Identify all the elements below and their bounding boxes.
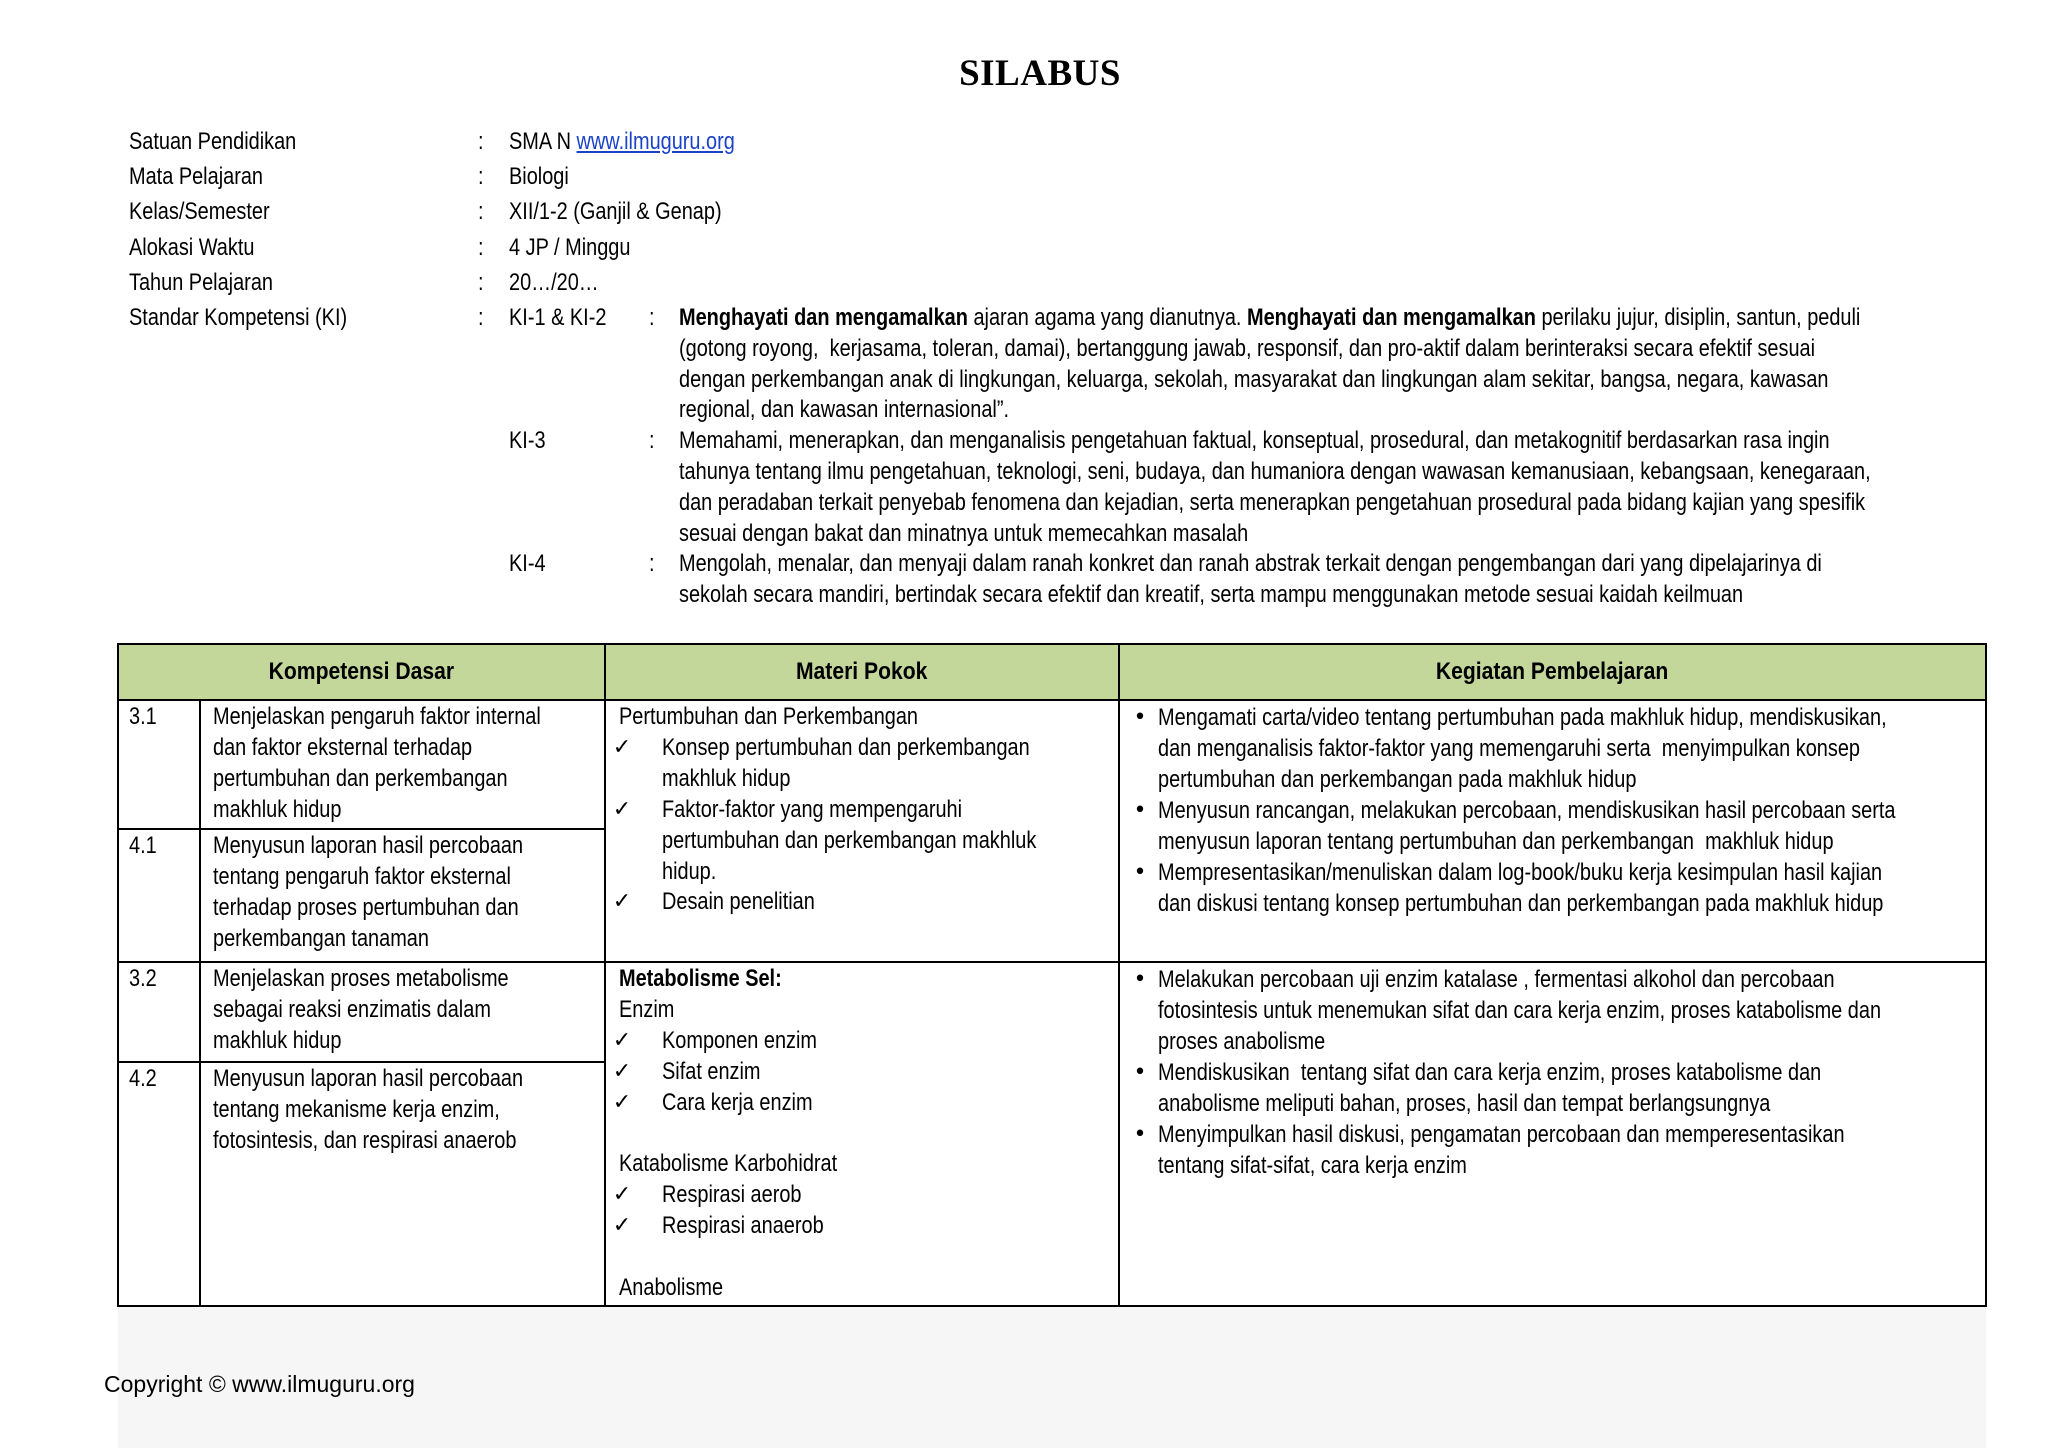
kegiatan-item-line: pertumbuhan dan perkembangan pada makhluk hidup xyxy=(1158,766,1637,793)
ki-code: KI-1 & KI-2 xyxy=(509,304,607,331)
kd-text-line: Menyusun laporan hasil percobaan xyxy=(213,1065,524,1092)
materi-heading: Anabolisme xyxy=(619,1274,724,1301)
kd-text-line: tentang mekanisme kerja enzim, xyxy=(213,1095,500,1123)
info-label: Tahun Pelajaran xyxy=(129,268,273,296)
table-grid-line xyxy=(117,643,1987,645)
info-colon: : xyxy=(478,304,484,331)
kegiatan-item-line: Melakukan percobaan uji enzim katalase , fermentasi alkohol dan percobaan xyxy=(1158,966,1835,993)
info-row xyxy=(0,126,2048,157)
materi-heading: Enzim xyxy=(619,995,675,1023)
materi-item-line: Konsep pertumbuhan dan perkembangan xyxy=(662,733,1030,761)
info-colon: : xyxy=(478,233,484,261)
copyright-text: Copyright © www.ilmuguru.org xyxy=(104,1371,415,1397)
ki-colon: : xyxy=(649,427,655,455)
kegiatan-item-line: dan menganalisis faktor-faktor yang memengaruhi serta menyimpulkan konsep xyxy=(1158,735,1860,762)
info-label: Kelas/Semester xyxy=(129,198,270,226)
check-icon xyxy=(610,1056,634,1087)
bullet-icon xyxy=(1128,1119,1152,1150)
ki-text-segment: Menghayati dan mengamalkan xyxy=(679,304,968,331)
materi-item-line: pertumbuhan dan perkembangan makhluk xyxy=(662,826,1037,854)
materi-heading: Pertumbuhan dan Perkembangan xyxy=(619,703,919,730)
kd-text-line: dan faktor eksternal terhadap xyxy=(213,733,473,761)
kegiatan-item-line: fotosintesis untuk menemukan sifat dan cara kerja enzim, proses katabolisme dan xyxy=(1158,997,1882,1024)
ki-text-line: Memahami, menerapkan, dan menganalisis pengetahuan faktual, konseptual, prosedural, dan metakognitif berdasarkan rasa ingin xyxy=(679,427,1830,455)
info-row xyxy=(0,232,2048,263)
info-label: Satuan Pendidikan xyxy=(129,128,297,155)
check-icon xyxy=(610,1210,634,1241)
kegiatan-item-line: Mengamati carta/video tentang pertumbuhan pada makhluk hidup, mendiskusikan, xyxy=(1158,704,1887,731)
bullet-icon xyxy=(1128,702,1152,733)
kegiatan-item-line: dan diskusi tentang konsep pertumbuhan dan perkembangan pada makhluk hidup xyxy=(1158,890,1884,917)
page-title: SILABUS xyxy=(959,53,1121,94)
bullet-icon xyxy=(1128,1057,1152,1088)
check-icon xyxy=(610,1025,634,1056)
bullet-icon xyxy=(1128,795,1152,826)
check-icon xyxy=(610,732,634,763)
kd-number: 3.2 xyxy=(129,965,157,992)
check-icon xyxy=(610,886,634,917)
info-colon: : xyxy=(478,128,484,155)
info-value xyxy=(509,267,599,298)
info-value-text: 20…/20… xyxy=(509,268,599,296)
ki-code: KI-4 xyxy=(509,550,546,578)
kd-number: 4.1 xyxy=(129,832,157,859)
info-colon: : xyxy=(478,198,484,226)
table-header-label: Kegiatan Pembelajaran xyxy=(1436,658,1669,685)
table-grid-line xyxy=(117,1305,1987,1307)
materi-item-line: Respirasi anaerob xyxy=(662,1212,824,1240)
kegiatan-item-line: proses anabolisme xyxy=(1158,1028,1326,1055)
kegiatan-item-line: Menyusun rancangan, melakukan percobaan, mendiskusikan hasil percobaan serta xyxy=(1158,797,1896,824)
info-row xyxy=(0,267,2048,298)
ki-text-segment: ajaran agama yang dianutnya. xyxy=(967,304,1247,331)
ki-text-line: tahunya tentang ilmu pengetahuan, teknologi, seni, budaya, dan humaniora dengan wawasan kemanusiaan, kebangsaan, kenegaraan, xyxy=(679,458,1871,485)
info-colon: : xyxy=(478,163,484,191)
ki-colon: : xyxy=(649,304,655,331)
kd-text-line: Menjelaskan proses metabolisme xyxy=(213,965,509,992)
info-row xyxy=(0,161,2048,192)
materi-item-line: Respirasi aerob xyxy=(662,1181,802,1209)
materi-item-line: Sifat enzim xyxy=(662,1057,761,1085)
materi-title: Metabolisme Sel: xyxy=(619,965,782,992)
materi-item-line: Faktor-faktor yang mempengaruhi xyxy=(662,795,963,823)
kd-text-line: pertumbuhan dan perkembangan xyxy=(213,764,508,792)
info-value-text: SMA N xyxy=(509,128,577,155)
ki-code: KI-3 xyxy=(509,427,546,455)
bullet-icon xyxy=(1128,964,1152,995)
kd-text-line: makhluk hidup xyxy=(213,795,342,823)
info-label: Alokasi Waktu xyxy=(129,233,255,261)
kd-text-line: Menyusun laporan hasil percobaan xyxy=(213,832,524,859)
kegiatan-item-line: Menyimpulkan hasil diskusi, pengamatan percobaan dan memperesentasikan xyxy=(1158,1121,1845,1148)
check-icon xyxy=(610,1179,634,1210)
ki-text-line: Mengolah, menalar, dan menyaji dalam ranah konkret dan ranah abstrak terkait dengan pengembangan dari yang dipelajarinya di xyxy=(679,550,1822,578)
table-grid-line xyxy=(199,699,201,1307)
info-value xyxy=(509,126,735,157)
materi-item-line: Cara kerja enzim xyxy=(662,1088,813,1116)
check-icon xyxy=(610,794,634,825)
materi-item-line: hidup. xyxy=(662,857,717,885)
materi-item-line: makhluk hidup xyxy=(662,764,791,792)
header-kompetensi-dasar xyxy=(118,644,605,700)
info-colon: : xyxy=(478,268,484,296)
info-value-text: Biologi xyxy=(509,163,569,191)
ki-text-segment: Menghayati dan mengamalkan xyxy=(1246,304,1536,331)
table-grid-line xyxy=(1985,643,1987,1307)
header-materi-pokok xyxy=(605,644,1119,700)
ki-colon: : xyxy=(649,550,655,578)
materi-heading: Katabolisme Karbohidrat xyxy=(619,1150,838,1178)
ki-text-segment: perilaku jujur, disiplin, santun, peduli xyxy=(1535,304,1861,331)
info-value xyxy=(509,232,630,263)
kd-number: 4.2 xyxy=(129,1065,157,1092)
info-value xyxy=(509,161,569,192)
info-value xyxy=(509,196,722,227)
info-row xyxy=(0,196,2048,227)
kd-text-line: perkembangan tanaman xyxy=(213,924,429,952)
table-header-label: Kompetensi Dasar xyxy=(268,658,455,685)
kegiatan-item-line: Mempresentasikan/menuliskan dalam log-book/buku kerja kesimpulan hasil kajian xyxy=(1158,859,1883,886)
info-value-text: 4 JP / Minggu xyxy=(509,233,631,261)
materi-item-line: Desain penelitian xyxy=(662,888,815,916)
bullet-icon xyxy=(1128,857,1152,888)
kd-text-line: fotosintesis, dan respirasi anaerob xyxy=(213,1126,517,1154)
kd-text-line: tentang pengaruh faktor eksternal xyxy=(213,862,511,890)
kegiatan-item-line: Mendiskusikan tentang sifat dan cara kerja enzim, proses katabolisme dan xyxy=(1158,1059,1822,1086)
info-label: Standar Kompetensi (KI) xyxy=(129,304,348,331)
kd-text-line: makhluk hidup xyxy=(213,1026,342,1054)
kd-text-line: terhadap proses pertumbuhan dan xyxy=(213,893,519,921)
kegiatan-item-line: anabolisme meliputi bahan, proses, hasil dan tempat berlangsungnya xyxy=(1158,1090,1771,1117)
table-header-label: Materi Pokok xyxy=(796,658,928,685)
kegiatan-item-line: tentang sifat-sifat, cara kerja enzim xyxy=(1158,1152,1467,1179)
materi-item-line: Komponen enzim xyxy=(662,1026,818,1054)
ki-text-line: dengan perkembangan anak di lingkungan, keluarga, sekolah, masyarakat dan lingkungan alam sekitar, bangsa, negara, kawasan xyxy=(679,365,1829,393)
check-icon xyxy=(610,1087,634,1118)
ki-text-line: sesuai dengan bakat dan minatnya untuk memecahkan masalah xyxy=(679,519,1249,547)
info-label: Mata Pelajaran xyxy=(129,163,263,191)
info-value-text: XII/1-2 (Ganjil & Genap) xyxy=(509,198,722,226)
kd-number: 3.1 xyxy=(129,703,157,730)
ki-text-line: (gotong royong, kerjasama, toleran, damai), bertanggung jawab, responsif, dan pro-aktif dalam berinteraksi secara efektif sesuai xyxy=(679,334,1816,362)
kegiatan-item-line: menyusun laporan tentang pertumbuhan dan perkembangan makhluk hidup xyxy=(1158,828,1834,855)
kd-text-line: sebagai reaksi enzimatis dalam xyxy=(213,995,491,1023)
ki-text-line: regional, dan kawasan internasional”. xyxy=(679,396,1010,424)
table-grid-line xyxy=(117,643,119,1307)
kd-text-line: Menjelaskan pengaruh faktor internal xyxy=(213,703,541,730)
table-grid-line xyxy=(1118,643,1120,1307)
table-grid-line xyxy=(604,643,606,1307)
ki-text-line: dan peradaban terkait penyebab fenomena dan kejadian, serta menerapkan pengetahuan prosedural pada bidang kajian yang spesifik xyxy=(679,488,1866,516)
ki-text-line: sekolah secara mandiri, bertindak secara efektif dan kreatif, serta mampu menggunakan metode sesuai kaidah keilmuan xyxy=(679,581,1744,609)
website-link[interactable]: www.ilmuguru.org xyxy=(576,128,735,155)
header-kegiatan-pembelajaran xyxy=(1119,644,1986,700)
ki-text-line xyxy=(679,302,1860,333)
